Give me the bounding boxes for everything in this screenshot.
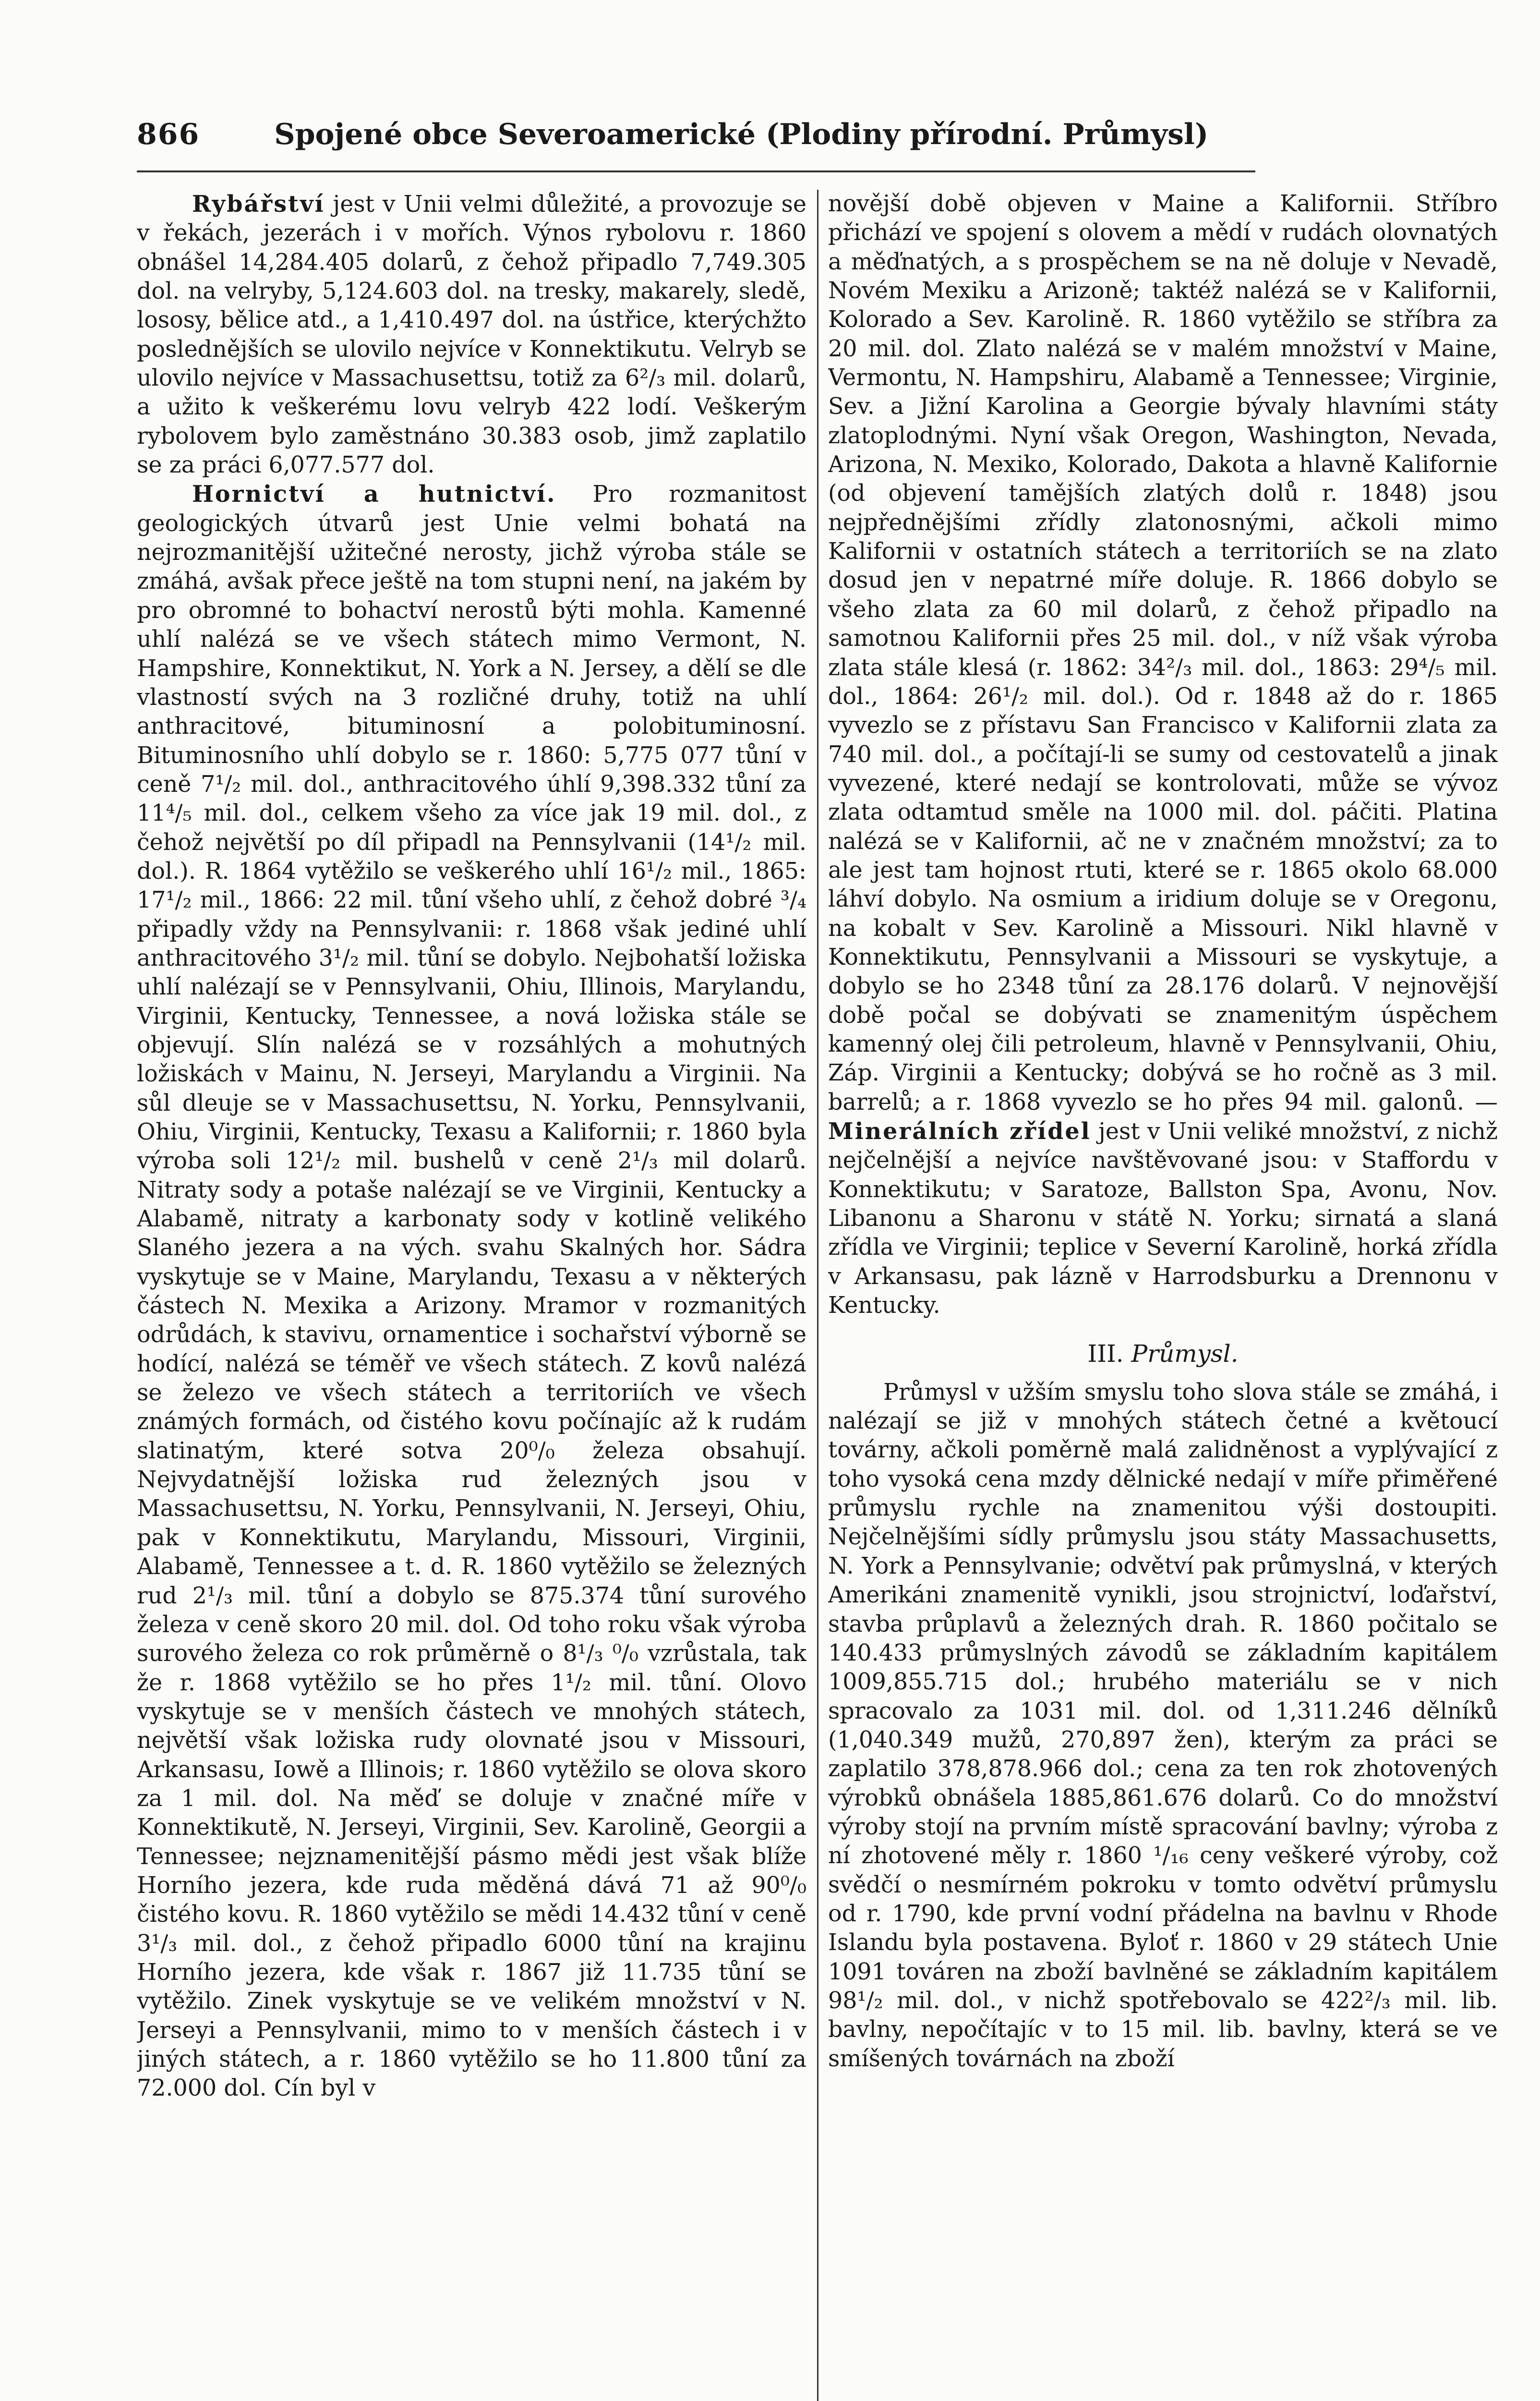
paragraph-lead: Hornictví a hutnictví.: [192, 481, 556, 508]
section-heading: [828, 1339, 1498, 1368]
section-number: III.: [1087, 1340, 1124, 1368]
paragraph-continuation: [828, 190, 1498, 1320]
paragraph-lead: Rybářství: [192, 191, 325, 218]
paragraph-text: jest v Unii velmi důležité, a provozuje se v řekách, jezerách i v mořích. Výnos rybolovu r. 1860 obnášel 14,284.405 dolarů, z čehož připadlo 7,749.305 dol. na velryby, 5,124.603 dol. na tresky, makarely, sledě, lososy, bělice atd., a 1,410.497 dol. na ústřice, kterýchžto poslednějších se ulovilo nejvíce v Konnektikutu. Velryb se ulovilo nejvíce v Massachusettsu, totiž za 6²/₃ mil. dolarů, a užito k veškerému lovu velryb 422 lodí. Veškerým rybolovem bylo zaměstnáno 30.383 osob, jimž zaplatilo se za práci 6,077.577 dol.: [137, 191, 806, 479]
paragraph-text: novější době objeven v Maine a Kalifornii. Stříbro přichází ve spojení s olovem a mědí v rudách olovnatých a měďnatých, a s prospěchem se na ně doluje v Nevadě, Novém Mexiku a Arizoně; taktéž nalézá se v Kalifornii, Kolorado a Sev. Karolině. R. 1860 vytěžilo se stříbra za 20 mil. dol. Zlato nalézá se v malém množství v Maine, Vermontu, N. Hampshiru, Alabamě a Tennessee; Virginie, Sev. a Jižní Karolina a Georgie bývaly hlavními státy zlatoplodnými. Nyní však Oregon, Washington, Nevada, Arizona, N. Mexiko, Kolorado, Dakota a hlavně Kalifornie (od objevení tamějších zlatých dolů r. 1848) jsou nejpřednějšími zřídly zlatonosnými, ačkoli mimo Kalifornii v ostatních státech a territoriích se na zlato dosud jen v nepatrné míře doluje. R. 1866 dobylo se všeho zlata za 60 mil dolarů, z čehož připadlo na samotnou Kalifornii přes 25 mil. dol., v níž však výroba zlata stále klesá (r. 1862: 34²/₃ mil. dol., 1863: 29⁴/₅ mil. dol., 1864: 26¹/₂ mil. dol.). Od r. 1848 až do r. 1865 vyvezlo se z přístavu San Francisco v Kalifornii zlata za 740 mil. dol., a počítají-li se sumy od cestovatelů a jinak vyvezené, které nedají se kontrolovati, může se vývoz zlata odtamtud směle na 1000 mil. dol. páčiti. Platina nalézá se v Kalifornii, ač ne v značném množství; za to ale jest tam hojnost rtuti, které se r. 1865 okolo 68.000 láhví dobylo. Na osmium a iridium doluje se v Oregonu, na kobalt v Sev. Karolině a Missouri. Nikl hlavně v Konnektikutu, Pennsylvanii a Missouri se vyskytuje, a dobylo se ho 2348 tůní za 28.176 dolarů. V nejnovější době počal se dobývati se znamenitým úspěchem kamenný olej čili petroleum, hlavně v Pennsylvanii, Ohiu, Záp. Virginii a Kentucky; dobývá se ho ročně as 3 mil. barrelů; a r. 1868 vyvezlo se ho přes 94 mil. galonů. —: [828, 191, 1498, 1116]
paragraph-mining: [137, 480, 806, 2103]
section-name: Průmysl.: [1131, 1340, 1239, 1368]
column-divider: [817, 190, 818, 2401]
page-header: [137, 108, 1255, 161]
header-rule: [137, 170, 1255, 172]
running-head: Spojené obce Severoamerické (Plodiny přírodní. Průmysl): [274, 118, 1209, 151]
paragraph-text: Průmysl v užším smyslu toho slova stále se zmáhá, i nalézají se již v mnohých státech četné a květoucí továrny, ačkoli poměrně malá zalidněnost a vyplývající z toho vysoká cena mzdy dělnické nedají v míře přiměřené průmyslu rychle na znamenitou výši dostoupiti. Nejčelnějšími sídly průmyslu jsou státy Massachusetts, N. York a Pennsylvanie; odvětví pak průmyslná, v kterých Amerikáni znamenitě vynikli, jsou strojnictví, loďařství, stavba průplavů a železných drah. R. 1860 počitalo se 140.433 průmyslných závodů se základním kapitálem 1009,855.715 dol.; hrubého materiálu se v nich spracovalo za 1031 mil. dol. od 1,311.246 dělníků (1,040.349 mužů, 270,897 žen), kterým za práci se zaplatilo 378,878.966 dol.; cena za ten rok zhotovených výrobků obnášela 1885,861.676 dolarů. Co do množství výroby stojí na prvním místě spracování bavlny; výroba z ní zhotovené měly r. 1860 ¹/₁₆ ceny veškeré výroby, což svědčí o nesmírném pokroku v tomto odvětví průmyslu od r. 1790, kde první vodní přádelna na bavlnu v Rhode Islandu byla postavena. Byloť r. 1860 v 29 státech Unie 1091 továren na zboží bavlněné se základním kapitálem 98¹/₂ mil. dol., v nichž spotřebovalo se 422²/₃ mil. lib. bavlny, nepočítajíc v to 15 mil. lib. bavlny, která se ve smíšených továrnách na zboží: [828, 1379, 1498, 2072]
paragraph-fishery: [137, 190, 806, 480]
paragraph-text: Pro rozmanitost geologických útvarů jest Unie velmi bohatá na nejrozmanitější užitečné nerosty, jichž výroba stále se zmáhá, avšak přece ještě na tom stupni není, na jakém by pro obromné to bohactví nerostů býti mohla. Kamenné uhlí nalézá se ve všech státech mimo Vermont, N. Hampshire, Konnektikut, N. York a N. Jersey, a dělí se dle vlastností svých na 3 rozličné druhy, totiž na uhlí anthracitové, bituminosní a polobituminosní. Bituminosního uhlí dobylo se r. 1860: 5,775 077 tůní v ceně 7¹/₂ mil. dol., anthracitového úhlí 9,398.332 tůní za 11⁴/₅ mil. dol., celkem všeho za více jak 19 mil. dol., z čehož největší po díl připadl na Pennsylvanii (14¹/₂ mil. dol.). R. 1864 vytěžilo se veškerého uhlí 16¹/₂ mil., 1865: 17¹/₂ mil., 1866: 22 mil. tůní všeho uhlí, z čehož dobré ³/₄ připadly vždy na Pennsylvanii: r. 1868 však jediné uhlí anthracitového 3¹/₂ mil. tůní se dobylo. Nejbohatší ložiska uhlí nalézají se v Pennsylvanii, Ohiu, Illinois, Marylandu, Virginii, Kentucky, Tennessee, a nová ložiska stále se objevují. Slín nalézá se v rozsáhlých a mohutných ložiskách v Mainu, N. Jerseyi, Marylandu a Virginii. Na sůl dleuje se v Massachusettsu, N. Yorku, Pennsylvanii, Ohiu, Virginii, Kentucky, Texasu a Kalifornii; r. 1860 byla výroba soli 12¹/₂ mil. bushelů v ceně 2¹/₃ mil dolarů. Nitraty sody a potaše nalézají se ve Virginii, Kentucky a Alabamě, nitraty a karbonaty sody v kotlině velikého Slaného jezera a na vých. svahu Skalných hor. Sádra vyskytuje se v Maine, Marylandu, Texasu a v některých částech N. Mexika a Arizony. Mramor v rozmanitých odrůdách, k stavivu, ornamentice i sochařství výborně se hodící, nalézá se téměř ve všech státech. Z kovů nalézá se železo ve všech státech a territoriích ve všech známých formách, od čistého kovu počínajíc až k rudám slatinatým, které sotva 20⁰/₀ železa obsahují. Nejvydatnější ložiska rud železných jsou v Massachusettsu, N. Yorku, Pennsylvanii, N. Jerseyi, Ohiu, pak v Konnektikutu, Marylandu, Missouri, Virginii, Alabamě, Tennessee a t. d. R. 1860 vytěžilo se železných rud 2¹/₃ mil. tůní a dobylo se 875.374 tůní surového železa v ceně skoro 20 mil. dol. Od toho roku však výroba surového železa co rok průměrně o 8¹/₃ ⁰/₀ vzrůstala, tak že r. 1868 vytěžilo se ho přes 1¹/₂ mil. tůní. Olovo vyskytuje se v menších částech ve mnohých státech, největší však ložiska rudy olovnaté jsou v Missouri, Arkansasu, Iowě a Illinois; r. 1860 vytěžilo se olova skoro za 1 mil. dol. Na měď se doluje v značné míře v Konnektikutě, N. Jerseyi, Virginii, Sev. Karolině, Georgii a Tennessee; nejznamenitější pásmo mědi jest však blíže Horního jezera, kde ruda měděná dává 71 až 90⁰/₀ čistého kovu. R. 1860 vytěžilo se mědi 14.432 tůní v ceně 3¹/₃ mil. dol., z čehož připadlo 6000 tůní na krajinu Horního jezera, kde však r. 1867 již 11.735 tůní se vytěžilo. Zinek vyskytuje se ve velikém množství v N. Jerseyi a Pennsylvanii, mimo to v menších částech i v jiných státech, a r. 1860 vytěžilo se ho 11.800 tůní za 72.000 dol. Cín byl v: [137, 481, 806, 2102]
paragraph-text: jest v Unii veliké množství, z nichž nejčelnější a nejvíce navštěvované jsou: v Staffordu v Konnektikutu; v Saratoze, Ballston Spa, Avonu, Nov. Libanonu a Sharonu v státě N. Yorku; sirnatá a slaná zřídla ve Virginii; teplice v Severní Karolině, horká zřídla v Arkansasu, pak lázně v Harrodsburku a Drennonu v Kentucky.: [828, 1118, 1498, 1319]
left-column: [137, 190, 806, 2401]
paragraph-industry: [828, 1378, 1498, 2074]
page-number: 866: [137, 118, 200, 151]
right-column: [828, 190, 1498, 2401]
paragraph-lead: Minerálních zřídel: [828, 1118, 1091, 1145]
